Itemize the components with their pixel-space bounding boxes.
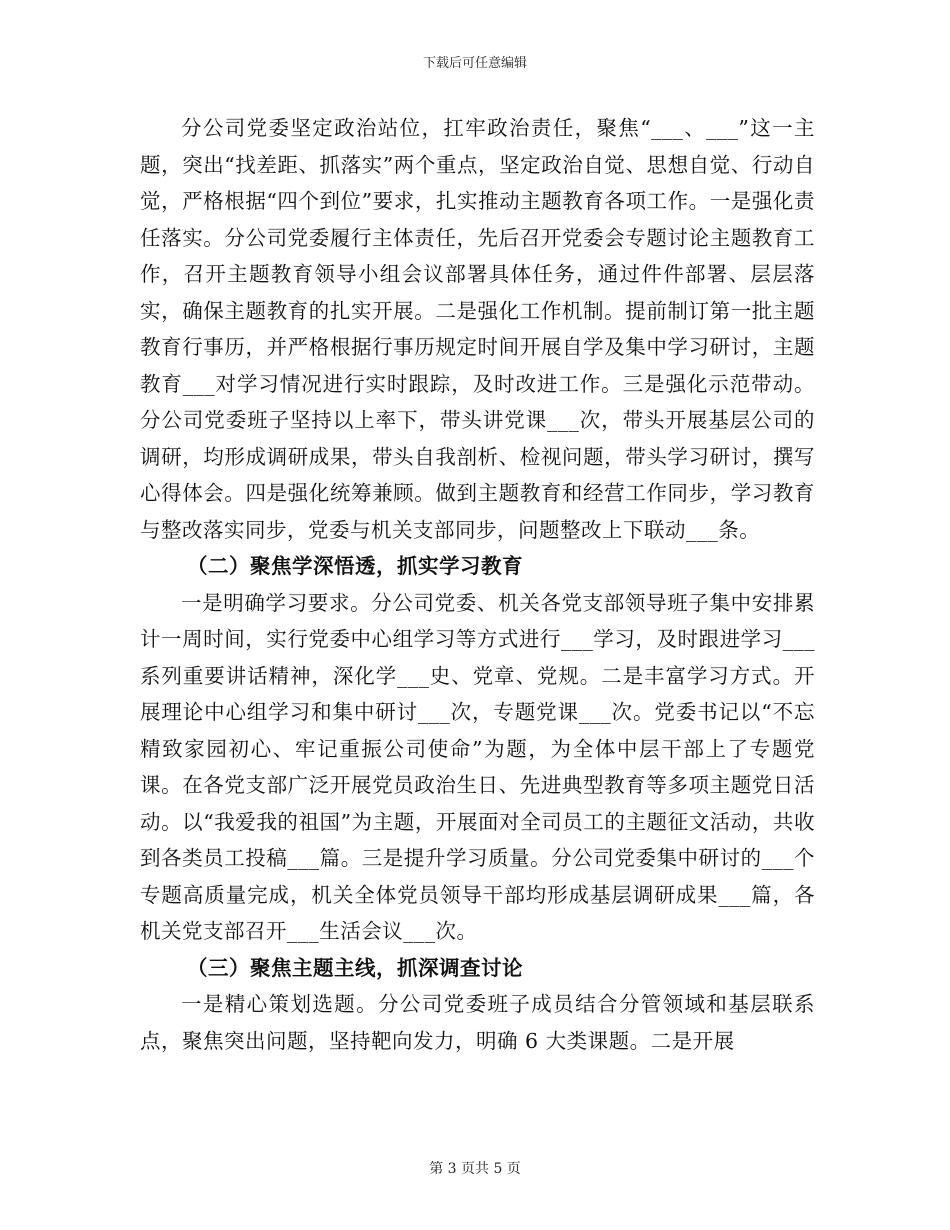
- page-footer: 第 3 页共 5 页: [429, 1161, 521, 1177]
- section-heading-2: （二）聚焦学深悟透，抓实学习教育: [187, 554, 523, 578]
- paragraph-2: 一是明确学习要求。分公司党委、机关各党支部领导班子集中安排累计一周时间，实行党委中心组学习等方式进行___学习，及时跟进学习___系列重要讲话精神，深化学___史、党章、党规。二是丰富学习方式。开展理论中心组学习和集中研讨___次，专题党课___次。党委书记以“不忘精致家园初心、牢记重振公司使命”为题，为全体中层干部上了专题党课。在各党支部广泛开展党员政治生日、先进典型教育等多项主题党日活动。以“我爱我的祖国”为主题，开展面对全司员工的主题征文活动，共收到各类员工投稿___篇。三是提升学习质量。分公司党委集中研讨的___个专题高质量完成，机关全体党员领导干部均形成基层调研成果___篇，各机关党支部召开___生活会议___次。: [140, 590, 815, 943]
- paragraph-3: 一是精心策划选题。分公司党委班子成员结合分管领域和基层联系点，聚焦突出问题，坚持靶向发力，明确 6 大类课题。二是开展: [140, 992, 815, 1053]
- page-header: 下载后可任意编辑: [422, 56, 527, 71]
- section-heading-3: （三）聚焦主题主线，抓深调查讨论: [187, 955, 523, 980]
- document-body: [140, 110, 815, 1059]
- paragraph-1: 分公司党委坚定政治站位，扛牢政治责任，聚焦“___、___”这一主题，突出“找差距、抓落实”两个重点，坚定政治自觉、思想自觉、行动自觉，严格根据“四个到位”要求，扎实推动主题教育各项工作。一是强化责任落实。分公司党委履行主体责任，先后召开党委会专题讨论主题教育工作，召开主题教育领导小组会议部署具体任务，通过件件部署、层层落实，确保主题教育的扎实开展。二是强化工作机制。提前制订第一批主题教育行事历，并严格根据行事历规定时间开展自学及集中学习研讨，主题教育___对学习情况进行实时跟踪，及时改进工作。三是强化示范带动。分公司党委班子坚持以上率下，带头讲党课___次，带头开展基层公司的调研，均形成调研成果，带头自我剖析、检视问题，带头学习研讨，撰写心得体会。四是强化统筹兼顾。做到主题教育和经营工作同步，学习教育与整改落实同步，党委与机关支部同步，问题整改上下联动___条。: [140, 116, 815, 542]
